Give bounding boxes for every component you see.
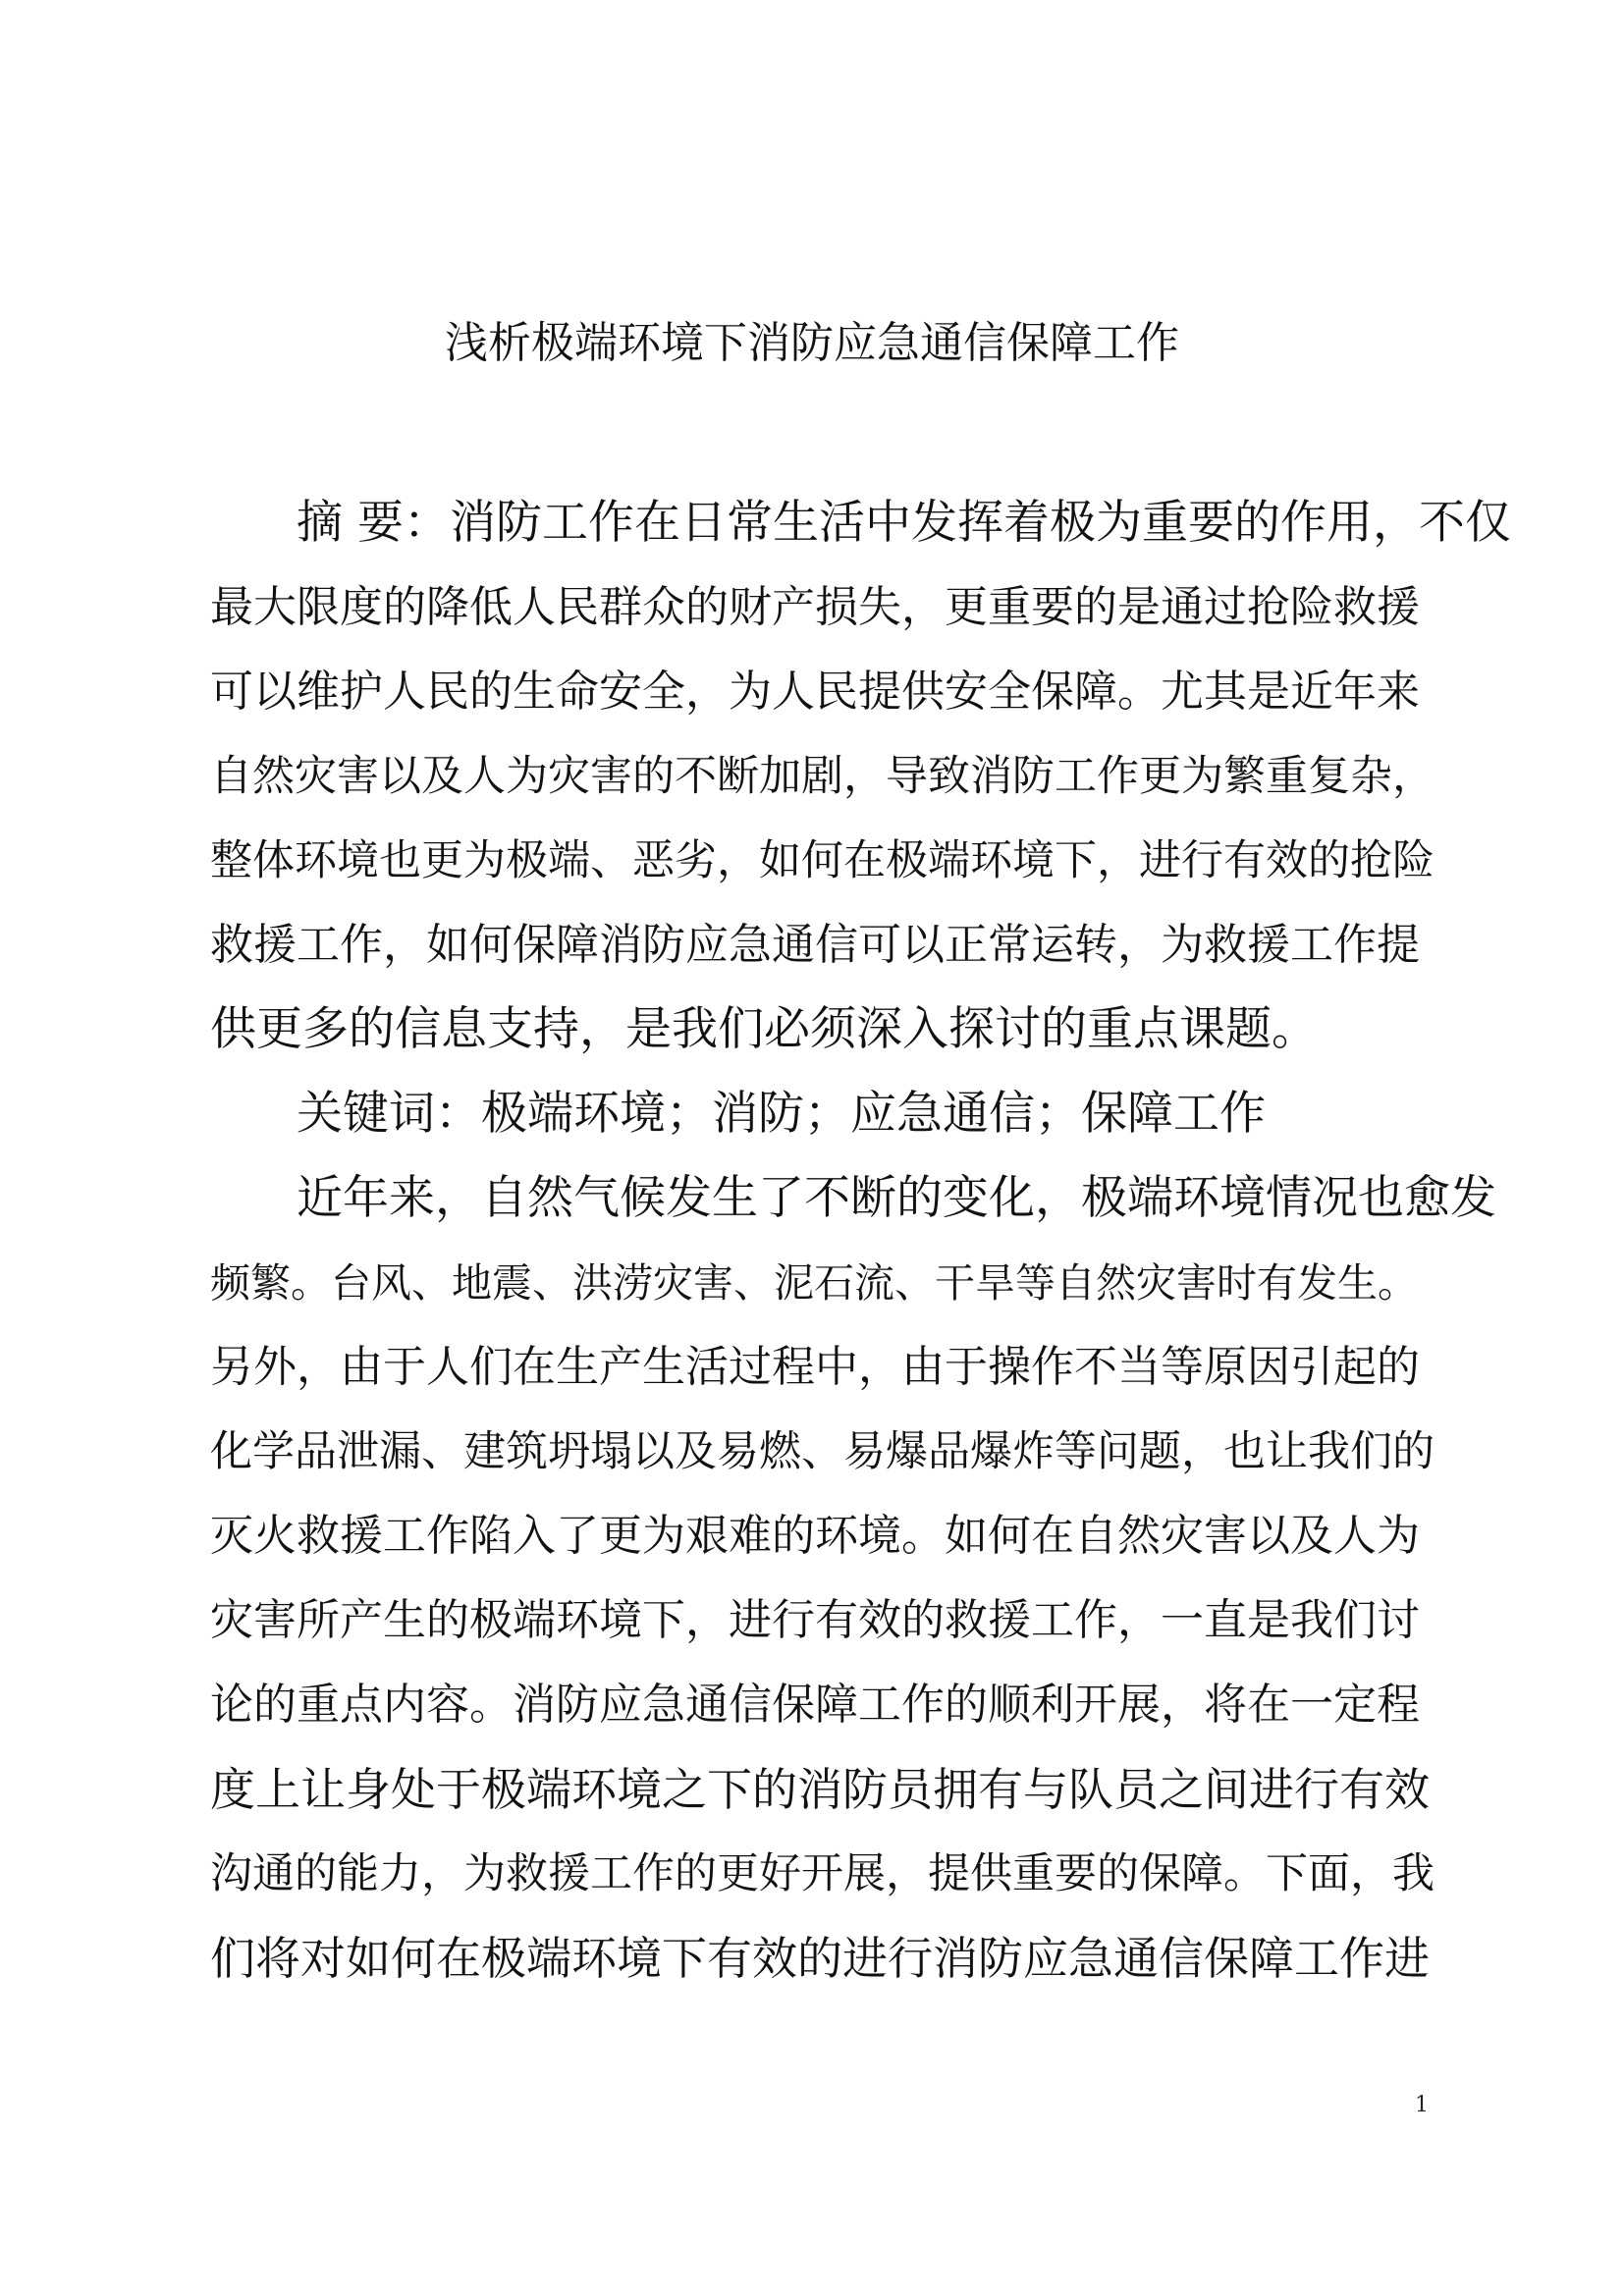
- abstract-line: 供更多的信息支持，是我们必须深入探讨的重点课题。: [210, 1002, 1318, 1056]
- keywords-line: 关键词：极端环境；消防；应急通信；保障工作: [297, 1087, 1266, 1141]
- document-title: 浅析极端环境下消防应急通信保障工作: [445, 318, 1179, 368]
- abstract-line: 可以维护人民的生命安全，为人民提供安全保障。尤其是近年来: [210, 667, 1420, 717]
- body-line: 另外，由于人们在生产生活过程中，由于操作不当等原因引起的: [210, 1342, 1420, 1392]
- abstract-line: 摘 要：消防工作在日常生活中发挥着极为重要的作用，不仅: [297, 496, 1511, 550]
- body-line: 沟通的能力，为救援工作的更好开展，提供重要的保障。下面，我: [210, 1849, 1435, 1898]
- body-line: 灾害所产生的极端环境下，进行有效的救援工作，一直是我们讨: [210, 1595, 1420, 1645]
- body-line: 频繁。台风、地震、洪涝灾害、泥石流、干旱等自然灾害时有发生。: [210, 1259, 1418, 1307]
- abstract-line: 救援工作，如何保障消防应急通信可以正常运转，为救援工作提: [210, 920, 1420, 970]
- abstract-line: 整体环境也更为极端、恶劣，如何在极端环境下，进行有效的抢险: [210, 836, 1435, 885]
- body-line: 化学品泄漏、建筑坍塌以及易燃、易爆品爆炸等问题，也让我们的: [210, 1427, 1435, 1476]
- page-number: 1: [1415, 2093, 1429, 2117]
- body-line: 们将对如何在极端环境下有效的进行消防应急通信保障工作进: [210, 1932, 1430, 1985]
- abstract-line: 最大限度的降低人民群众的财产损失，更重要的是通过抢险救援: [210, 582, 1420, 632]
- body-line: 灭火救援工作陷入了更为艰难的环境。如何在自然灾害以及人为: [210, 1511, 1420, 1561]
- body-line: 论的重点内容。消防应急通信保障工作的顺利开展，将在一定程: [210, 1680, 1420, 1730]
- body-line: 近年来，自然气候发生了不断的变化，极端环境情况也愈发: [297, 1171, 1496, 1225]
- body-line: 度上让身处于极端环境之下的消防员拥有与队员之间进行有效: [210, 1763, 1430, 1816]
- abstract-line: 自然灾害以及人为灾害的不断加剧，导致消防工作更为繁重复杂，: [210, 752, 1435, 801]
